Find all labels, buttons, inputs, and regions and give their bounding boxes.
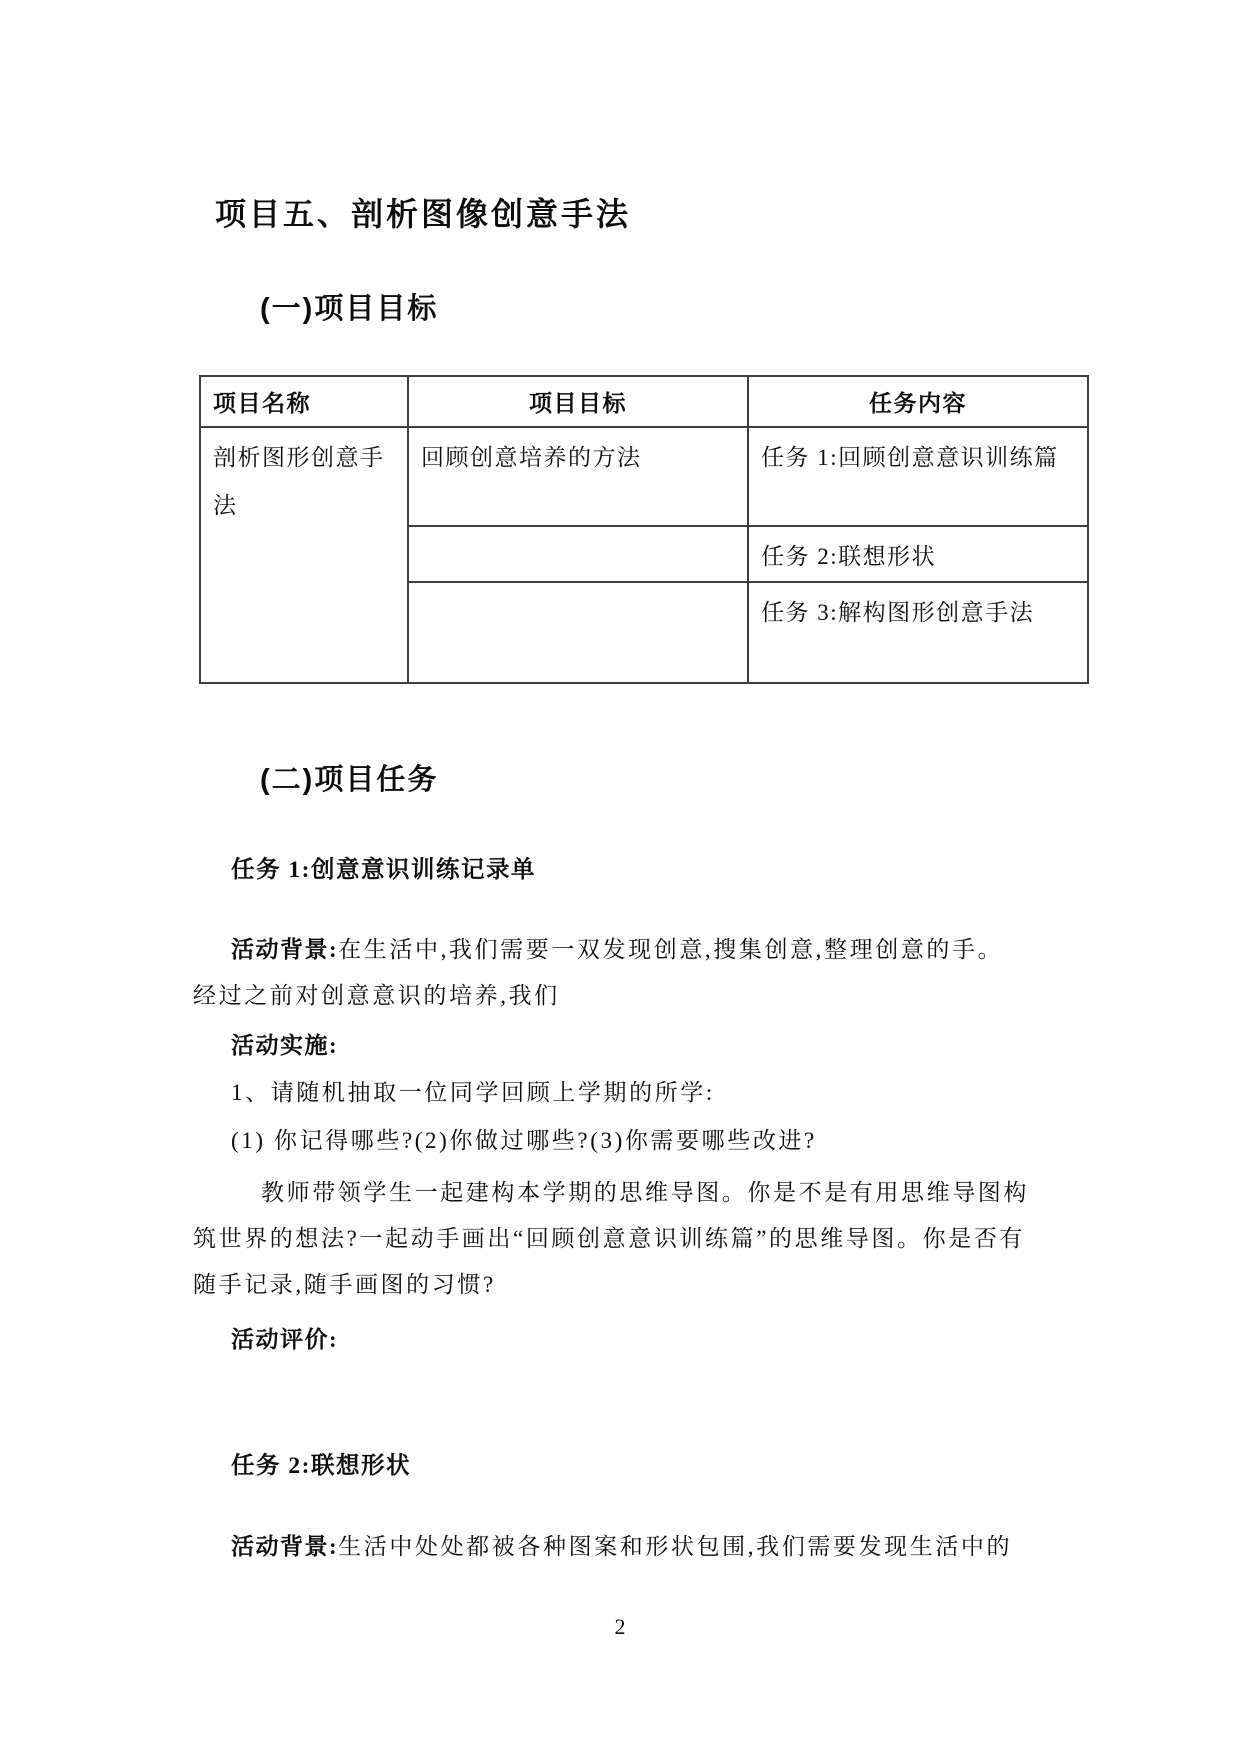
task1-background-line2: 经过之前对创意意识的培养,我们 [193, 983, 560, 1008]
header-cell-task-content: 任务内容 [748, 376, 1088, 427]
doc-title [215, 196, 631, 233]
section-heading-project-tasks: (二)项目任务 [260, 764, 439, 796]
cell-project-name: 剖析图形创意手法 [200, 427, 408, 683]
task1-questions-line: (1) 你记得哪些?(2)你做过哪些?(3)你需要哪些改进? [231, 1128, 817, 1153]
task1-background-paragraph [193, 927, 1093, 1019]
cell-goal-1: 回顾创意培养的方法 [408, 427, 748, 526]
header-cell-project-name: 项目名称 [200, 376, 408, 427]
cell-goal-2 [408, 526, 748, 582]
teacher-paragraph-line1: 教师带领学生一起建构本学期的思维导图。你是不是有用思维导图构 [261, 1180, 1029, 1205]
task2-background-label: 活动背景: [231, 1534, 339, 1559]
task2-heading: 任务 2:联想形状 [231, 1453, 411, 1479]
activity-implementation-label-text: 活动实施: [231, 1033, 339, 1058]
activity-implementation-label [231, 1023, 631, 1069]
page-number: 2 [614, 1614, 626, 1639]
task1-background-text: 在生活中,我们需要一双发现创意,搜集创意,整理创意的手。 [338, 937, 1004, 962]
project-goals-table [199, 375, 1089, 684]
cell-task-3: 任务 3:解构图形创意手法 [748, 582, 1088, 683]
cell-goal-3 [408, 582, 748, 683]
teacher-paragraph-line3: 随手记录,随手画图的习惯? [193, 1272, 496, 1297]
cell-task-2: 任务 2:联想形状 [748, 526, 1088, 582]
header-cell-project-goal: 项目目标 [408, 376, 748, 427]
task2-background-line1 [193, 1524, 1093, 1570]
task1-teacher-paragraph [193, 1170, 1093, 1308]
activity-evaluation-label [231, 1317, 631, 1363]
task1-heading: 任务 1:创意意识训练记录单 [231, 857, 536, 883]
table-header-row [200, 376, 1088, 427]
activity-evaluation-label-text: 活动评价: [231, 1327, 339, 1352]
task2-background-paragraph [193, 1524, 1093, 1570]
doc-title-prefix: 项目五、 [215, 197, 351, 232]
section-heading-project-goals: (一)项目目标 [260, 293, 439, 325]
doc-title-main: 剖析图像创意手法 [351, 196, 632, 232]
task2-background-text: 生活中处处都被各种图案和形状包围,我们需要发现生活中的 [338, 1534, 1013, 1559]
teacher-paragraph-line2: 筑世界的想法?一起动手画出“回顾创意意识训练篇”的思维导图。你是否有 [193, 1226, 1026, 1251]
cell-task-1: 任务 1:回顾创意意识训练篇 [748, 427, 1088, 526]
task1-background-label: 活动背景: [231, 937, 339, 962]
task1-step-line: 1、请随机抽取一位同学回顾上学期的所学: [231, 1080, 715, 1105]
table-row [200, 427, 1088, 526]
task1-background-line1 [193, 927, 1093, 973]
